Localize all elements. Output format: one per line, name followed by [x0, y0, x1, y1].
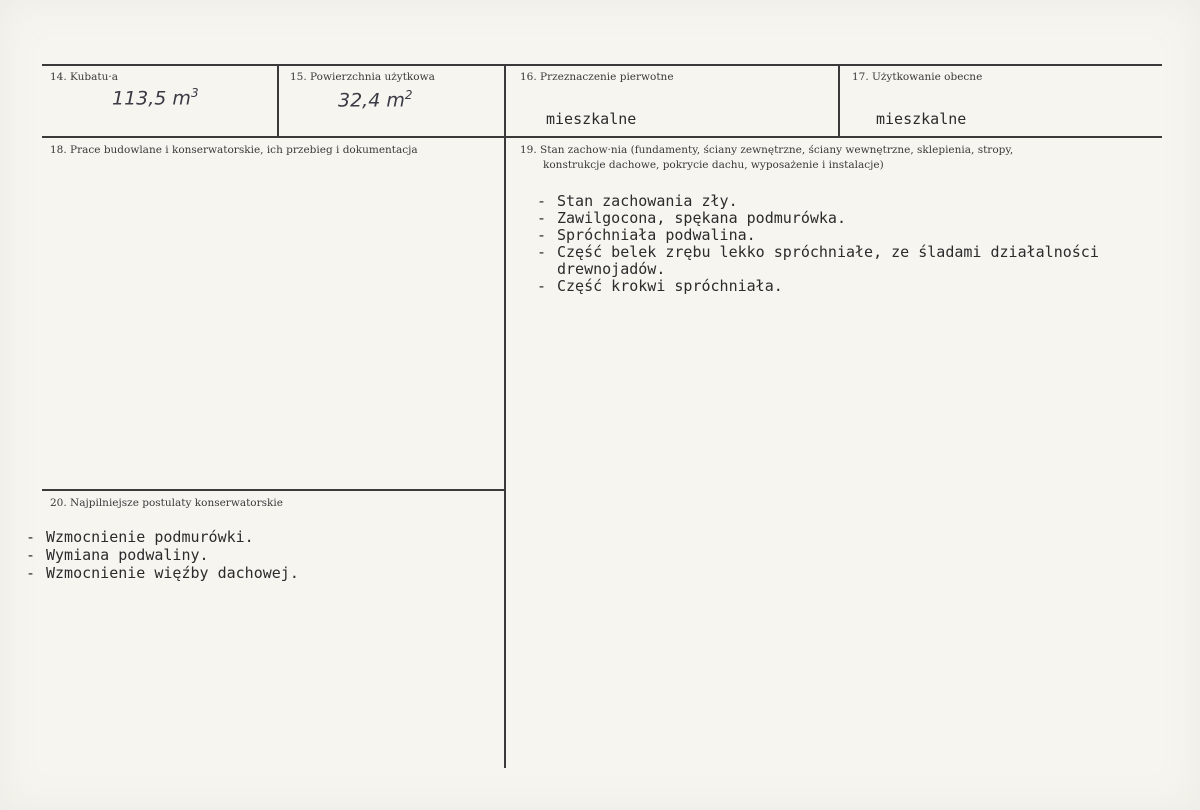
col-divider-16-17 — [838, 64, 840, 136]
field-16-value: mieszkalne — [546, 110, 637, 128]
list-item: - Zawilgocona, spękana podmurówka. — [537, 209, 846, 227]
list-item: - Część belek zrębu lekko spróchniałe, ze śladami działalności — [537, 243, 1099, 261]
list-item: - Spróchniała podwalina. — [537, 226, 756, 244]
list-item: - Stan zachowania zły. — [537, 192, 738, 210]
list-item: - Wymiana podwaliny. — [26, 546, 209, 564]
field-18-label: 18. Prace budowlane i konserwatorskie, ich przebieg i dokumentacja — [50, 144, 418, 156]
field-15-unit-exponent: 2 — [404, 88, 413, 102]
field-19-label-line2: konstrukcje dachowe, pokrycie dachu, wyposażenie i instalacje) — [543, 159, 884, 171]
list-item-continuation: drewnojadów. — [557, 260, 666, 278]
field-16-label: 16. Przeznaczenie pierwotne — [520, 71, 674, 83]
list-item: - Wzmocnienie podmurówki. — [26, 528, 254, 546]
top-rule — [42, 64, 1162, 66]
row-divider — [42, 136, 1162, 138]
field-20-postulates-list — [26, 528, 299, 582]
field-14-value — [112, 86, 199, 109]
field-19-condition-list — [537, 193, 1099, 295]
field-14-label: 14. Kubatu·a — [50, 71, 118, 83]
field-14-unit-exponent: 3 — [190, 86, 199, 100]
field-15-value — [338, 88, 413, 111]
field-17-label: 17. Użytkowanie obecne — [852, 71, 983, 83]
list-item: - Część krokwi spróchniała. — [537, 277, 783, 295]
field-20-label: 20. Najpilniejsze postulaty konserwatorskie — [50, 497, 283, 509]
list-item: - Wzmocnienie więźby dachowej. — [26, 564, 299, 582]
col-divider-14-15 — [277, 64, 279, 136]
section-20-divider — [42, 489, 504, 491]
field-15-number: 32,4 m — [338, 89, 405, 112]
field-19-label-line1: 19. Stan zachow·nia (fundamenty, ściany zewnętrzne, ściany wewnętrzne, sklepienia, stropy, — [520, 144, 1014, 156]
field-15-label: 15. Powierzchnia użytkowa — [290, 71, 435, 83]
field-17-value: mieszkalne — [876, 110, 967, 128]
field-14-number: 113,5 m — [112, 87, 191, 110]
col-divider-15-16 — [504, 64, 506, 768]
